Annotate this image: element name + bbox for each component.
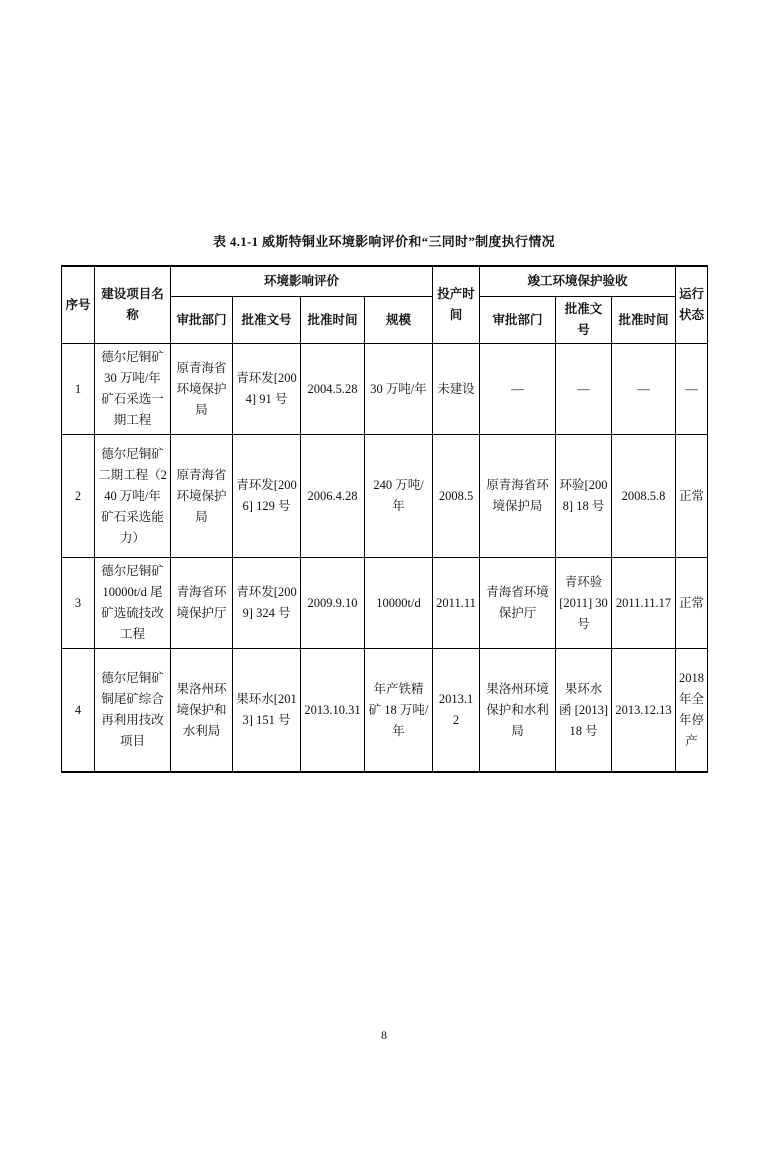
table-row bbox=[62, 344, 708, 435]
cell-eia-dept: 原青海省环境保护局 bbox=[171, 435, 233, 558]
col-seq: 序号 bbox=[62, 266, 95, 344]
table-row bbox=[62, 558, 708, 649]
cell-acc-doc: — bbox=[556, 344, 612, 435]
cell-eia-doc: 青环发[2009] 324 号 bbox=[233, 558, 301, 649]
table-row bbox=[62, 649, 708, 773]
cell-eia-time: 2013.10.31 bbox=[301, 649, 365, 773]
cell-eia-scale: 30 万吨/年 bbox=[365, 344, 433, 435]
eia-table bbox=[61, 265, 708, 773]
cell-project: 德尔尼铜矿 10000t/d 尾矿选硫技改工程 bbox=[95, 558, 171, 649]
cell-eia-dept: 果洛州环境保护和水利局 bbox=[171, 649, 233, 773]
col-eia-time: 批准时间 bbox=[301, 297, 365, 344]
cell-acc-doc: 青环验 [2011] 30 号 bbox=[556, 558, 612, 649]
cell-eia-doc: 青环发[2006] 129 号 bbox=[233, 435, 301, 558]
cell-acc-dept: — bbox=[480, 344, 556, 435]
cell-eia-scale: 10000t/d bbox=[365, 558, 433, 649]
cell-seq: 1 bbox=[62, 344, 95, 435]
cell-eia-doc: 果环水[2013] 151 号 bbox=[233, 649, 301, 773]
cell-project: 德尔尼铜矿铜尾矿综合再利用技改项目 bbox=[95, 649, 171, 773]
cell-status: 2018 年全年停产 bbox=[676, 649, 708, 773]
cell-eia-dept: 原青海省环境保护局 bbox=[171, 344, 233, 435]
cell-eia-time: 2009.9.10 bbox=[301, 558, 365, 649]
cell-project: 德尔尼铜矿 30 万吨/年矿石采选一期工程 bbox=[95, 344, 171, 435]
cell-prod-time: 2013.12 bbox=[433, 649, 480, 773]
cell-status: 正常 bbox=[676, 435, 708, 558]
cell-eia-time: 2006.4.28 bbox=[301, 435, 365, 558]
header-row-1 bbox=[62, 266, 708, 297]
page-number: 8 bbox=[381, 1028, 387, 1042]
cell-eia-scale: 年产铁精矿 18 万吨/年 bbox=[365, 649, 433, 773]
col-group-acceptance: 竣工环境保护验收 bbox=[480, 266, 676, 297]
cell-acc-dept: 青海省环境保护厅 bbox=[480, 558, 556, 649]
cell-seq: 4 bbox=[62, 649, 95, 773]
col-prod-time: 投产时间 bbox=[433, 266, 480, 344]
col-eia-dept: 审批部门 bbox=[171, 297, 233, 344]
cell-eia-time: 2004.5.28 bbox=[301, 344, 365, 435]
table-caption: 表 4.1-1 威斯特铜业环境影响评价和“三同时”制度执行情况 bbox=[213, 234, 555, 249]
cell-acc-time: — bbox=[612, 344, 676, 435]
cell-acc-time: 2008.5.8 bbox=[612, 435, 676, 558]
cell-project: 德尔尼铜矿二期工程（240 万吨/年矿石采选能力） bbox=[95, 435, 171, 558]
col-status: 运行状态 bbox=[676, 266, 708, 344]
col-acc-dept: 审批部门 bbox=[480, 297, 556, 344]
cell-eia-dept: 青海省环境保护厅 bbox=[171, 558, 233, 649]
col-eia-scale: 规模 bbox=[365, 297, 433, 344]
cell-status: — bbox=[676, 344, 708, 435]
cell-seq: 2 bbox=[62, 435, 95, 558]
cell-seq: 3 bbox=[62, 558, 95, 649]
cell-acc-doc: 果环水函 [2013] 18 号 bbox=[556, 649, 612, 773]
cell-acc-time: 2013.12.13 bbox=[612, 649, 676, 773]
cell-status: 正常 bbox=[676, 558, 708, 649]
col-acc-doc: 批准文号 bbox=[556, 297, 612, 344]
cell-acc-dept: 原青海省环境保护局 bbox=[480, 435, 556, 558]
cell-prod-time: 2008.5 bbox=[433, 435, 480, 558]
cell-eia-scale: 240 万吨/年 bbox=[365, 435, 433, 558]
cell-eia-doc: 青环发[2004] 91 号 bbox=[233, 344, 301, 435]
table-row bbox=[62, 435, 708, 558]
cell-acc-time: 2011.11.17 bbox=[612, 558, 676, 649]
cell-acc-dept: 果洛州环境保护和水利局 bbox=[480, 649, 556, 773]
cell-acc-doc: 环验[2008] 18 号 bbox=[556, 435, 612, 558]
col-acc-time: 批准时间 bbox=[612, 297, 676, 344]
col-group-eia: 环境影响评价 bbox=[171, 266, 433, 297]
col-eia-doc: 批准文号 bbox=[233, 297, 301, 344]
cell-prod-time: 2011.11 bbox=[433, 558, 480, 649]
col-project: 建设项目名称 bbox=[95, 266, 171, 344]
cell-prod-time: 未建设 bbox=[433, 344, 480, 435]
